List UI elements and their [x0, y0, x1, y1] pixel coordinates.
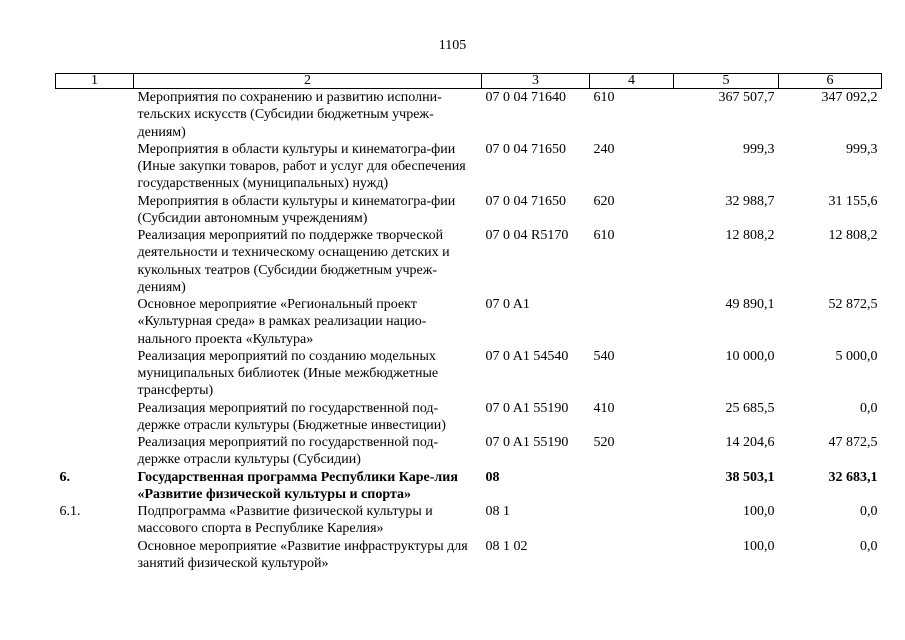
row-type: 520 [593, 435, 615, 450]
row-name: Государственная программа Республики Каре-лия «Развитие физической культуры и спорта» [137, 469, 458, 502]
table-header-row [56, 74, 882, 89]
row-value-col5: 999,3 [743, 141, 775, 157]
row-value-col5: 367 507,7 [718, 90, 775, 105]
row-number [56, 227, 134, 296]
row-number [56, 400, 134, 435]
row-type [590, 538, 674, 573]
row-value-col6: 47 872,5 [828, 435, 878, 450]
row-name: Основное мероприятие «Развитие инфраструктуры для занятий физической культурой» [137, 538, 468, 571]
table-row [56, 503, 882, 538]
row-code: 07 0 04 71650 [485, 141, 566, 157]
row-value-col5: 10 000,0 [725, 348, 775, 364]
row-name: Мероприятия по сохранению и развитию исполни-тельских искусств (Субсидии бюджетным учреж-дениям) [137, 90, 442, 140]
table-row [56, 348, 882, 400]
column-header-3: 3 [482, 74, 590, 89]
row-type [590, 503, 674, 538]
row-number [56, 89, 134, 141]
table-row [56, 296, 882, 348]
page-number: 1105 [438, 38, 467, 53]
row-name: Мероприятия в области культуры и кинематогра-фии (Иные закупки товаров, работ и услуг для обеспечения государственных (муниципальных) нужд) [137, 141, 466, 192]
row-value-col5: 49 890,1 [725, 297, 775, 312]
row-code: 07 0 04 71640 [485, 90, 566, 105]
row-code: 08 1 [485, 504, 510, 519]
column-header-6: 6 [779, 74, 882, 89]
row-code: 07 0 A1 55190 [485, 435, 569, 450]
row-value-col5: 14 204,6 [725, 435, 775, 450]
row-value-col5: 100,0 [743, 538, 775, 554]
row-value-col6: 12 808,2 [828, 228, 878, 243]
row-value-col6: 999,3 [846, 141, 878, 157]
row-value-col5: 32 988,7 [725, 193, 775, 209]
row-type [590, 469, 674, 504]
budget-table [55, 73, 882, 572]
row-name: Реализация мероприятий по поддержке творческой деятельности и техническому оснащению детских и кукольных театров (Субсидии бюджетным учреж-дениям) [137, 228, 450, 295]
table-row [56, 538, 882, 573]
column-header-4: 4 [590, 74, 674, 89]
row-type [590, 296, 674, 348]
row-type: 540 [593, 348, 615, 364]
table-row [56, 434, 882, 469]
row-value-col6: 0,0 [860, 538, 878, 554]
row-name: Реализация мероприятий по государственной под-держке отрасли культуры (Бюджетные инвестиции) [137, 400, 446, 433]
row-number: 6. [59, 469, 70, 485]
table-row [56, 141, 882, 193]
table-row [56, 400, 882, 435]
row-code: 07 0 04 R5170 [485, 228, 569, 243]
row-name: Реализация мероприятий по государственной под-держке отрасли культуры (Субсидии) [137, 435, 439, 468]
row-type: 240 [593, 141, 615, 157]
row-value-col6: 31 155,6 [828, 193, 878, 209]
table-row [56, 89, 882, 141]
row-value-col5: 38 503,1 [725, 469, 775, 485]
row-code: 07 0 04 71650 [485, 193, 566, 209]
table-row [56, 193, 882, 228]
row-code: 08 [485, 469, 500, 485]
table-row-program [56, 469, 882, 504]
row-value-col6: 52 872,5 [828, 297, 878, 312]
row-number [56, 434, 134, 469]
row-name: Основное мероприятие «Региональный проект «Культурная среда» в рамках реализации нацио-нального проекта «Культура» [137, 297, 427, 347]
column-header-5: 5 [674, 74, 779, 89]
row-number [56, 348, 134, 400]
row-number [56, 538, 134, 573]
row-name: Подпрограмма «Развитие физической культуры и массового спорта в Республике Карелия» [137, 504, 433, 537]
row-value-col6: 5 000,0 [835, 348, 878, 364]
row-value-col5: 100,0 [743, 504, 775, 519]
table-row [56, 227, 882, 296]
column-header-2: 2 [134, 74, 482, 89]
column-header-1: 1 [56, 74, 134, 89]
row-value-col6: 0,0 [860, 504, 878, 519]
row-number [56, 193, 134, 228]
row-number [56, 141, 134, 193]
row-code: 07 0 A1 55190 [485, 400, 569, 416]
row-value-col5: 25 685,5 [725, 400, 775, 416]
row-type: 610 [593, 228, 615, 243]
row-value-col6: 32 683,1 [828, 469, 878, 485]
row-value-col6: 0,0 [860, 400, 878, 416]
row-value-col5: 12 808,2 [725, 228, 775, 243]
row-name: Реализация мероприятий по созданию модельных муниципальных библиотек (Иные межбюджетные трансферты) [137, 348, 439, 399]
row-code: 08 1 02 [485, 538, 528, 554]
row-type: 410 [593, 400, 615, 416]
row-value-col6: 347 092,2 [821, 90, 878, 105]
row-number: 6.1. [59, 504, 81, 519]
row-type: 610 [593, 90, 615, 105]
row-type: 620 [593, 193, 615, 209]
row-number [56, 296, 134, 348]
row-name: Мероприятия в области культуры и кинематогра-фии (Субсидии автономным учреждениям) [137, 193, 456, 226]
row-code: 07 0 A1 [485, 297, 530, 312]
row-code: 07 0 A1 54540 [485, 348, 569, 364]
